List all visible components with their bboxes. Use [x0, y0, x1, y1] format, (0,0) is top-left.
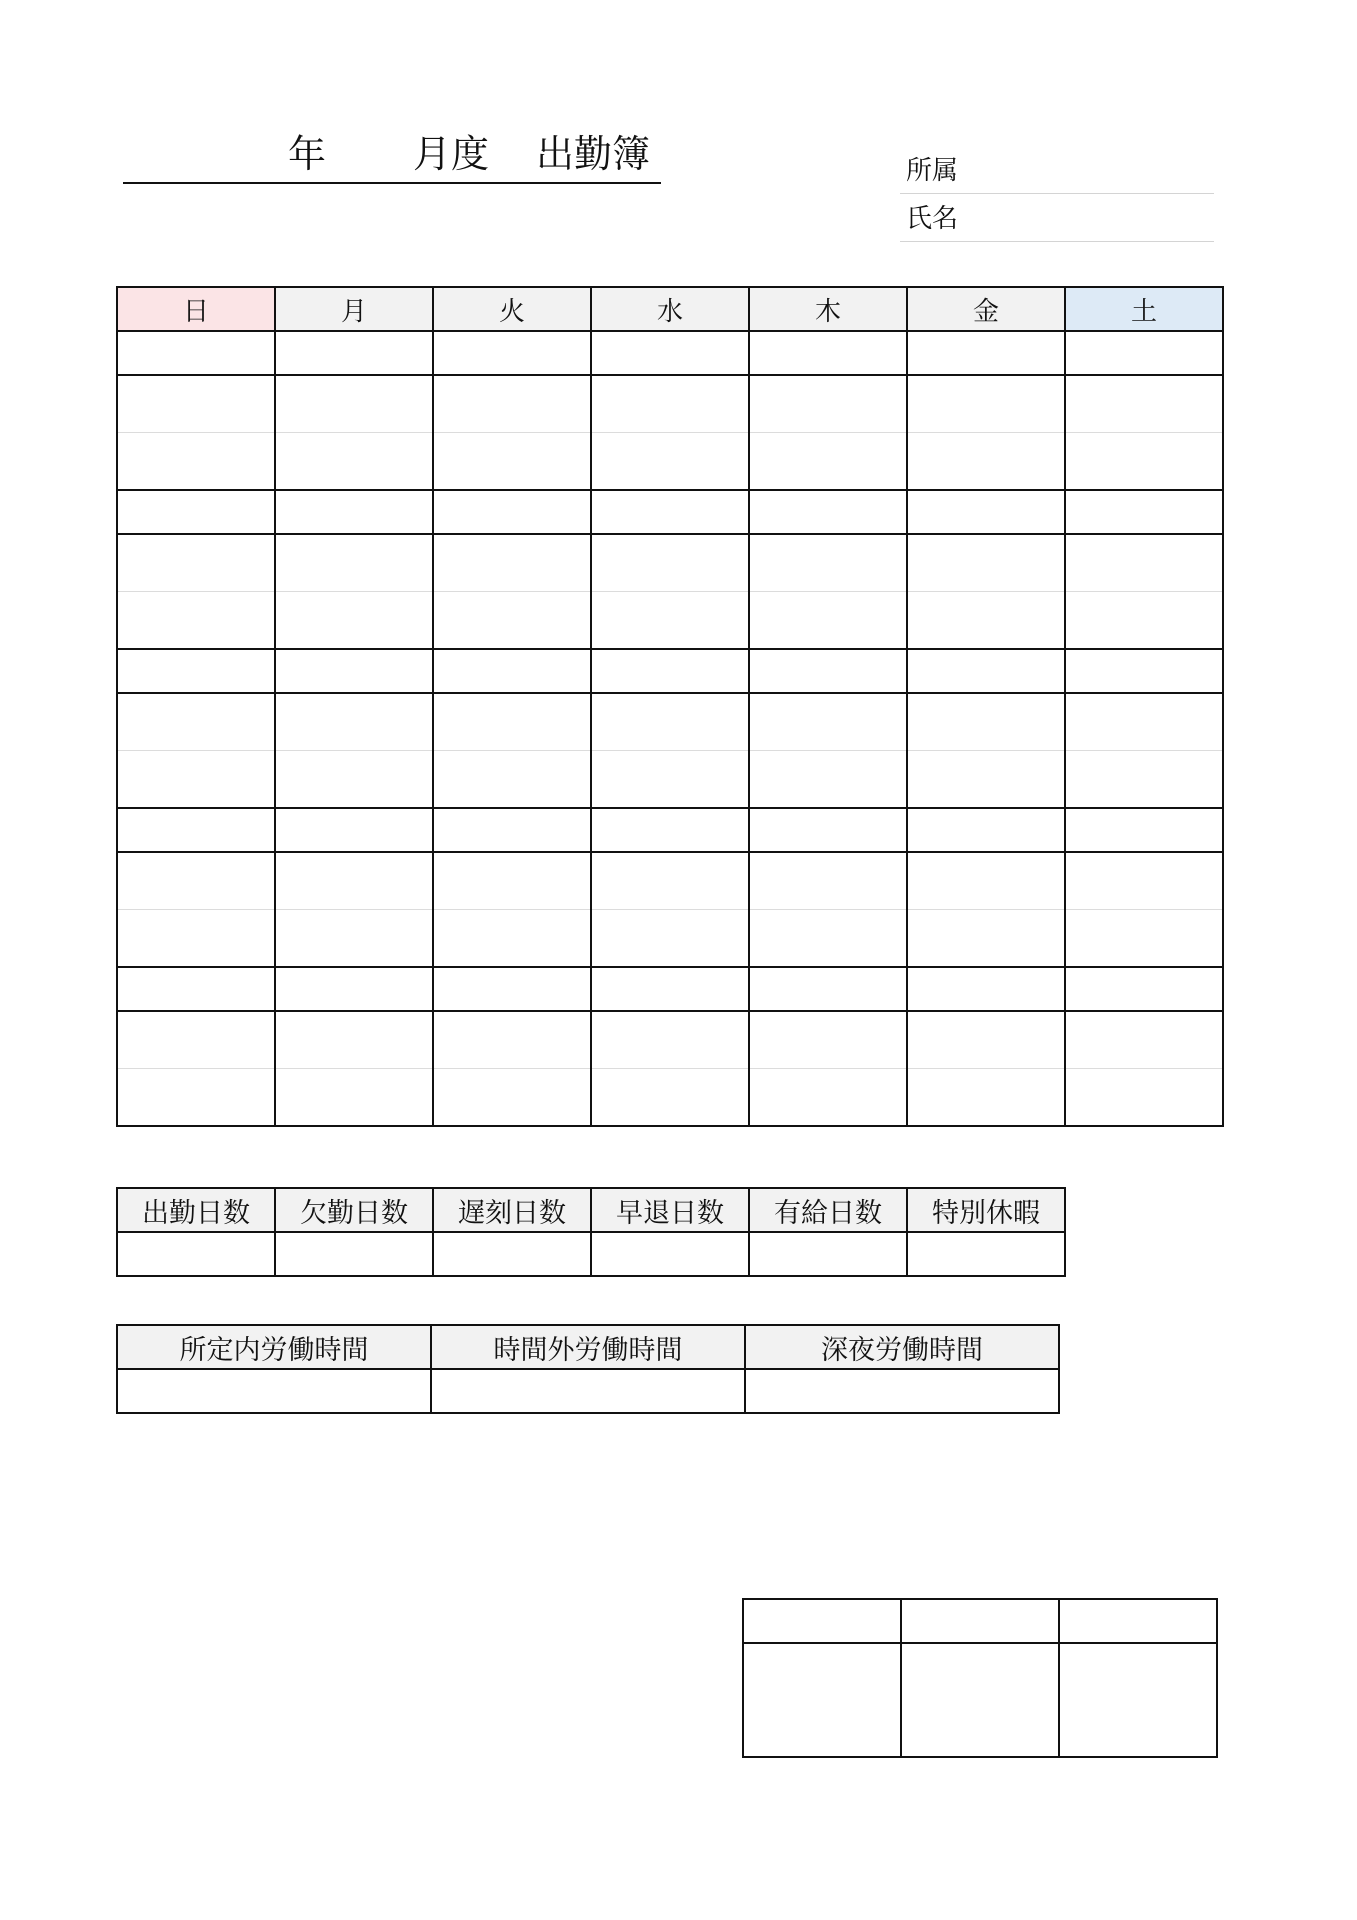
time-out-cell[interactable] — [433, 433, 591, 491]
time-out-cell[interactable] — [275, 910, 433, 968]
date-cell[interactable] — [907, 331, 1065, 375]
weekday-friday: 金 — [907, 287, 1065, 331]
date-cell[interactable] — [117, 967, 275, 1011]
attendance-summary-table — [116, 1187, 1066, 1277]
time-in-cell[interactable] — [433, 534, 591, 592]
time-in-cell[interactable] — [591, 375, 749, 433]
date-cell[interactable] — [275, 808, 433, 852]
time-out-cell[interactable] — [591, 592, 749, 650]
time-in-row — [117, 375, 1223, 433]
time-in-cell[interactable] — [275, 693, 433, 751]
weekday-tuesday: 火 — [433, 287, 591, 331]
time-out-cell[interactable] — [749, 433, 907, 491]
summary-header: 出勤日数 — [117, 1188, 275, 1232]
stamp-header-cell[interactable] — [743, 1599, 901, 1643]
calendar-body — [117, 331, 1223, 1126]
time-in-cell[interactable] — [433, 852, 591, 910]
time-in-cell[interactable] — [433, 375, 591, 433]
time-in-cell[interactable] — [907, 1011, 1065, 1069]
stamp-box-row — [743, 1643, 1217, 1757]
date-cell[interactable] — [433, 808, 591, 852]
approval-stamp-table — [742, 1598, 1218, 1758]
date-cell[interactable] — [591, 967, 749, 1011]
time-out-cell[interactable] — [591, 1069, 749, 1127]
time-in-cell[interactable] — [117, 693, 275, 751]
title-line — [123, 126, 661, 184]
date-cell[interactable] — [117, 490, 275, 534]
time-in-cell[interactable] — [275, 375, 433, 433]
date-row — [117, 649, 1223, 693]
time-in-cell[interactable] — [275, 1011, 433, 1069]
summary-header: 特別休暇 — [907, 1188, 1065, 1232]
time-out-cell[interactable] — [591, 433, 749, 491]
time-out-cell[interactable] — [907, 1069, 1065, 1127]
time-in-cell[interactable] — [275, 534, 433, 592]
summary-header: 欠勤日数 — [275, 1188, 433, 1232]
summary-value-cell[interactable] — [117, 1232, 275, 1276]
time-out-cell[interactable] — [1065, 1069, 1223, 1127]
hours-value-cell[interactable] — [117, 1369, 431, 1413]
date-row — [117, 490, 1223, 534]
date-cell[interactable] — [433, 331, 591, 375]
summary-value-row — [117, 1232, 1065, 1276]
time-in-row — [117, 534, 1223, 592]
summary-value-cell[interactable] — [907, 1232, 1065, 1276]
date-cell[interactable] — [749, 490, 907, 534]
date-row — [117, 808, 1223, 852]
time-out-cell[interactable] — [1065, 592, 1223, 650]
time-out-cell[interactable] — [1065, 433, 1223, 491]
time-in-cell[interactable] — [117, 1011, 275, 1069]
time-out-cell[interactable] — [275, 751, 433, 809]
date-row — [117, 967, 1223, 1011]
time-out-row — [117, 1069, 1223, 1127]
calendar-table — [116, 286, 1224, 1127]
time-out-cell[interactable] — [591, 751, 749, 809]
date-cell[interactable] — [1065, 331, 1223, 375]
stamp-header-cell[interactable] — [1059, 1599, 1217, 1643]
name-field[interactable] — [900, 196, 1214, 242]
working-hours-table — [116, 1324, 1060, 1414]
stamp-header-cell[interactable] — [901, 1599, 1059, 1643]
month-label: 月度 — [413, 132, 490, 176]
time-in-cell[interactable] — [591, 852, 749, 910]
summary-header: 早退日数 — [591, 1188, 749, 1232]
time-in-cell[interactable] — [591, 534, 749, 592]
time-out-cell[interactable] — [907, 910, 1065, 968]
summary-header: 有給日数 — [749, 1188, 907, 1232]
time-in-cell[interactable] — [749, 534, 907, 592]
date-cell[interactable] — [591, 331, 749, 375]
time-in-cell[interactable] — [1065, 1011, 1223, 1069]
time-out-cell[interactable] — [117, 751, 275, 809]
time-out-cell[interactable] — [749, 1069, 907, 1127]
time-in-row — [117, 693, 1223, 751]
stamp-box[interactable] — [901, 1643, 1059, 1757]
date-cell[interactable] — [1065, 967, 1223, 1011]
weekday-saturday: 土 — [1065, 287, 1223, 331]
time-out-cell[interactable] — [907, 433, 1065, 491]
time-out-cell[interactable] — [749, 910, 907, 968]
time-in-cell[interactable] — [433, 693, 591, 751]
time-out-cell[interactable] — [433, 751, 591, 809]
date-cell[interactable] — [117, 649, 275, 693]
date-cell[interactable] — [749, 808, 907, 852]
time-out-cell[interactable] — [749, 592, 907, 650]
time-out-cell[interactable] — [591, 910, 749, 968]
hours-value-cell[interactable] — [431, 1369, 745, 1413]
time-in-cell[interactable] — [591, 1011, 749, 1069]
date-cell[interactable] — [275, 331, 433, 375]
summary-header-row — [117, 1188, 1065, 1232]
time-out-row — [117, 910, 1223, 968]
date-cell[interactable] — [117, 331, 275, 375]
time-out-cell[interactable] — [1065, 910, 1223, 968]
summary-value-cell[interactable] — [591, 1232, 749, 1276]
time-in-cell[interactable] — [749, 693, 907, 751]
time-out-cell[interactable] — [117, 592, 275, 650]
date-cell[interactable] — [1065, 808, 1223, 852]
time-out-cell[interactable] — [907, 592, 1065, 650]
weekday-thursday: 木 — [749, 287, 907, 331]
date-cell[interactable] — [433, 490, 591, 534]
time-in-cell[interactable] — [1065, 375, 1223, 433]
time-out-cell[interactable] — [275, 1069, 433, 1127]
stamp-box[interactable] — [743, 1643, 901, 1757]
time-in-cell[interactable] — [275, 852, 433, 910]
stamp-box[interactable] — [1059, 1643, 1217, 1757]
time-in-cell[interactable] — [433, 1011, 591, 1069]
summary-header: 遅刻日数 — [433, 1188, 591, 1232]
time-out-cell[interactable] — [433, 592, 591, 650]
summary-value-cell[interactable] — [749, 1232, 907, 1276]
time-in-row — [117, 1011, 1223, 1069]
time-in-cell[interactable] — [591, 693, 749, 751]
date-cell[interactable] — [1065, 649, 1223, 693]
date-cell[interactable] — [907, 649, 1065, 693]
time-in-cell[interactable] — [1065, 693, 1223, 751]
weekday-sunday: 日 — [117, 287, 275, 331]
name-label: 氏名 — [906, 204, 959, 234]
time-in-cell[interactable] — [907, 534, 1065, 592]
document-title: 出勤簿 — [536, 132, 651, 176]
time-out-cell[interactable] — [275, 433, 433, 491]
time-out-cell[interactable] — [117, 910, 275, 968]
hours-header: 所定内労働時間 — [117, 1325, 431, 1369]
date-cell[interactable] — [433, 967, 591, 1011]
date-cell[interactable] — [117, 808, 275, 852]
time-in-cell[interactable] — [907, 852, 1065, 910]
hours-value-cell[interactable] — [745, 1369, 1059, 1413]
date-cell[interactable] — [591, 808, 749, 852]
time-in-cell[interactable] — [1065, 852, 1223, 910]
time-out-row — [117, 592, 1223, 650]
time-out-cell[interactable] — [433, 910, 591, 968]
date-cell[interactable] — [591, 490, 749, 534]
affiliation-label: 所属 — [906, 156, 959, 186]
date-cell[interactable] — [749, 331, 907, 375]
hours-header-row — [117, 1325, 1059, 1369]
time-in-cell[interactable] — [117, 534, 275, 592]
time-out-row — [117, 751, 1223, 809]
time-out-cell[interactable] — [433, 1069, 591, 1127]
affiliation-field[interactable] — [900, 148, 1214, 194]
date-cell[interactable] — [907, 967, 1065, 1011]
time-out-cell[interactable] — [117, 1069, 275, 1127]
time-in-row — [117, 852, 1223, 910]
weekday-header-row — [117, 287, 1223, 331]
time-in-cell[interactable] — [749, 375, 907, 433]
time-out-cell[interactable] — [117, 433, 275, 491]
time-out-cell[interactable] — [1065, 751, 1223, 809]
stamp-header-row — [743, 1599, 1217, 1643]
date-cell[interactable] — [749, 649, 907, 693]
time-in-cell[interactable] — [117, 852, 275, 910]
date-cell[interactable] — [907, 490, 1065, 534]
hours-header: 深夜労働時間 — [745, 1325, 1059, 1369]
date-cell[interactable] — [591, 649, 749, 693]
weekday-wednesday: 水 — [591, 287, 749, 331]
date-cell[interactable] — [749, 967, 907, 1011]
time-in-cell[interactable] — [1065, 534, 1223, 592]
weekday-monday: 月 — [275, 287, 433, 331]
time-in-cell[interactable] — [117, 375, 275, 433]
date-cell[interactable] — [1065, 490, 1223, 534]
year-label: 年 — [288, 132, 327, 176]
date-cell[interactable] — [275, 490, 433, 534]
time-out-cell[interactable] — [907, 751, 1065, 809]
date-cell[interactable] — [433, 649, 591, 693]
summary-value-cell[interactable] — [275, 1232, 433, 1276]
time-in-cell[interactable] — [907, 693, 1065, 751]
time-out-row — [117, 433, 1223, 491]
time-in-cell[interactable] — [907, 375, 1065, 433]
time-in-cell[interactable] — [749, 1011, 907, 1069]
hours-header: 時間外労働時間 — [431, 1325, 745, 1369]
time-out-cell[interactable] — [749, 751, 907, 809]
time-out-cell[interactable] — [275, 592, 433, 650]
date-cell[interactable] — [275, 649, 433, 693]
time-in-cell[interactable] — [749, 852, 907, 910]
date-cell[interactable] — [907, 808, 1065, 852]
date-row — [117, 331, 1223, 375]
hours-value-row — [117, 1369, 1059, 1413]
date-cell[interactable] — [275, 967, 433, 1011]
summary-value-cell[interactable] — [433, 1232, 591, 1276]
